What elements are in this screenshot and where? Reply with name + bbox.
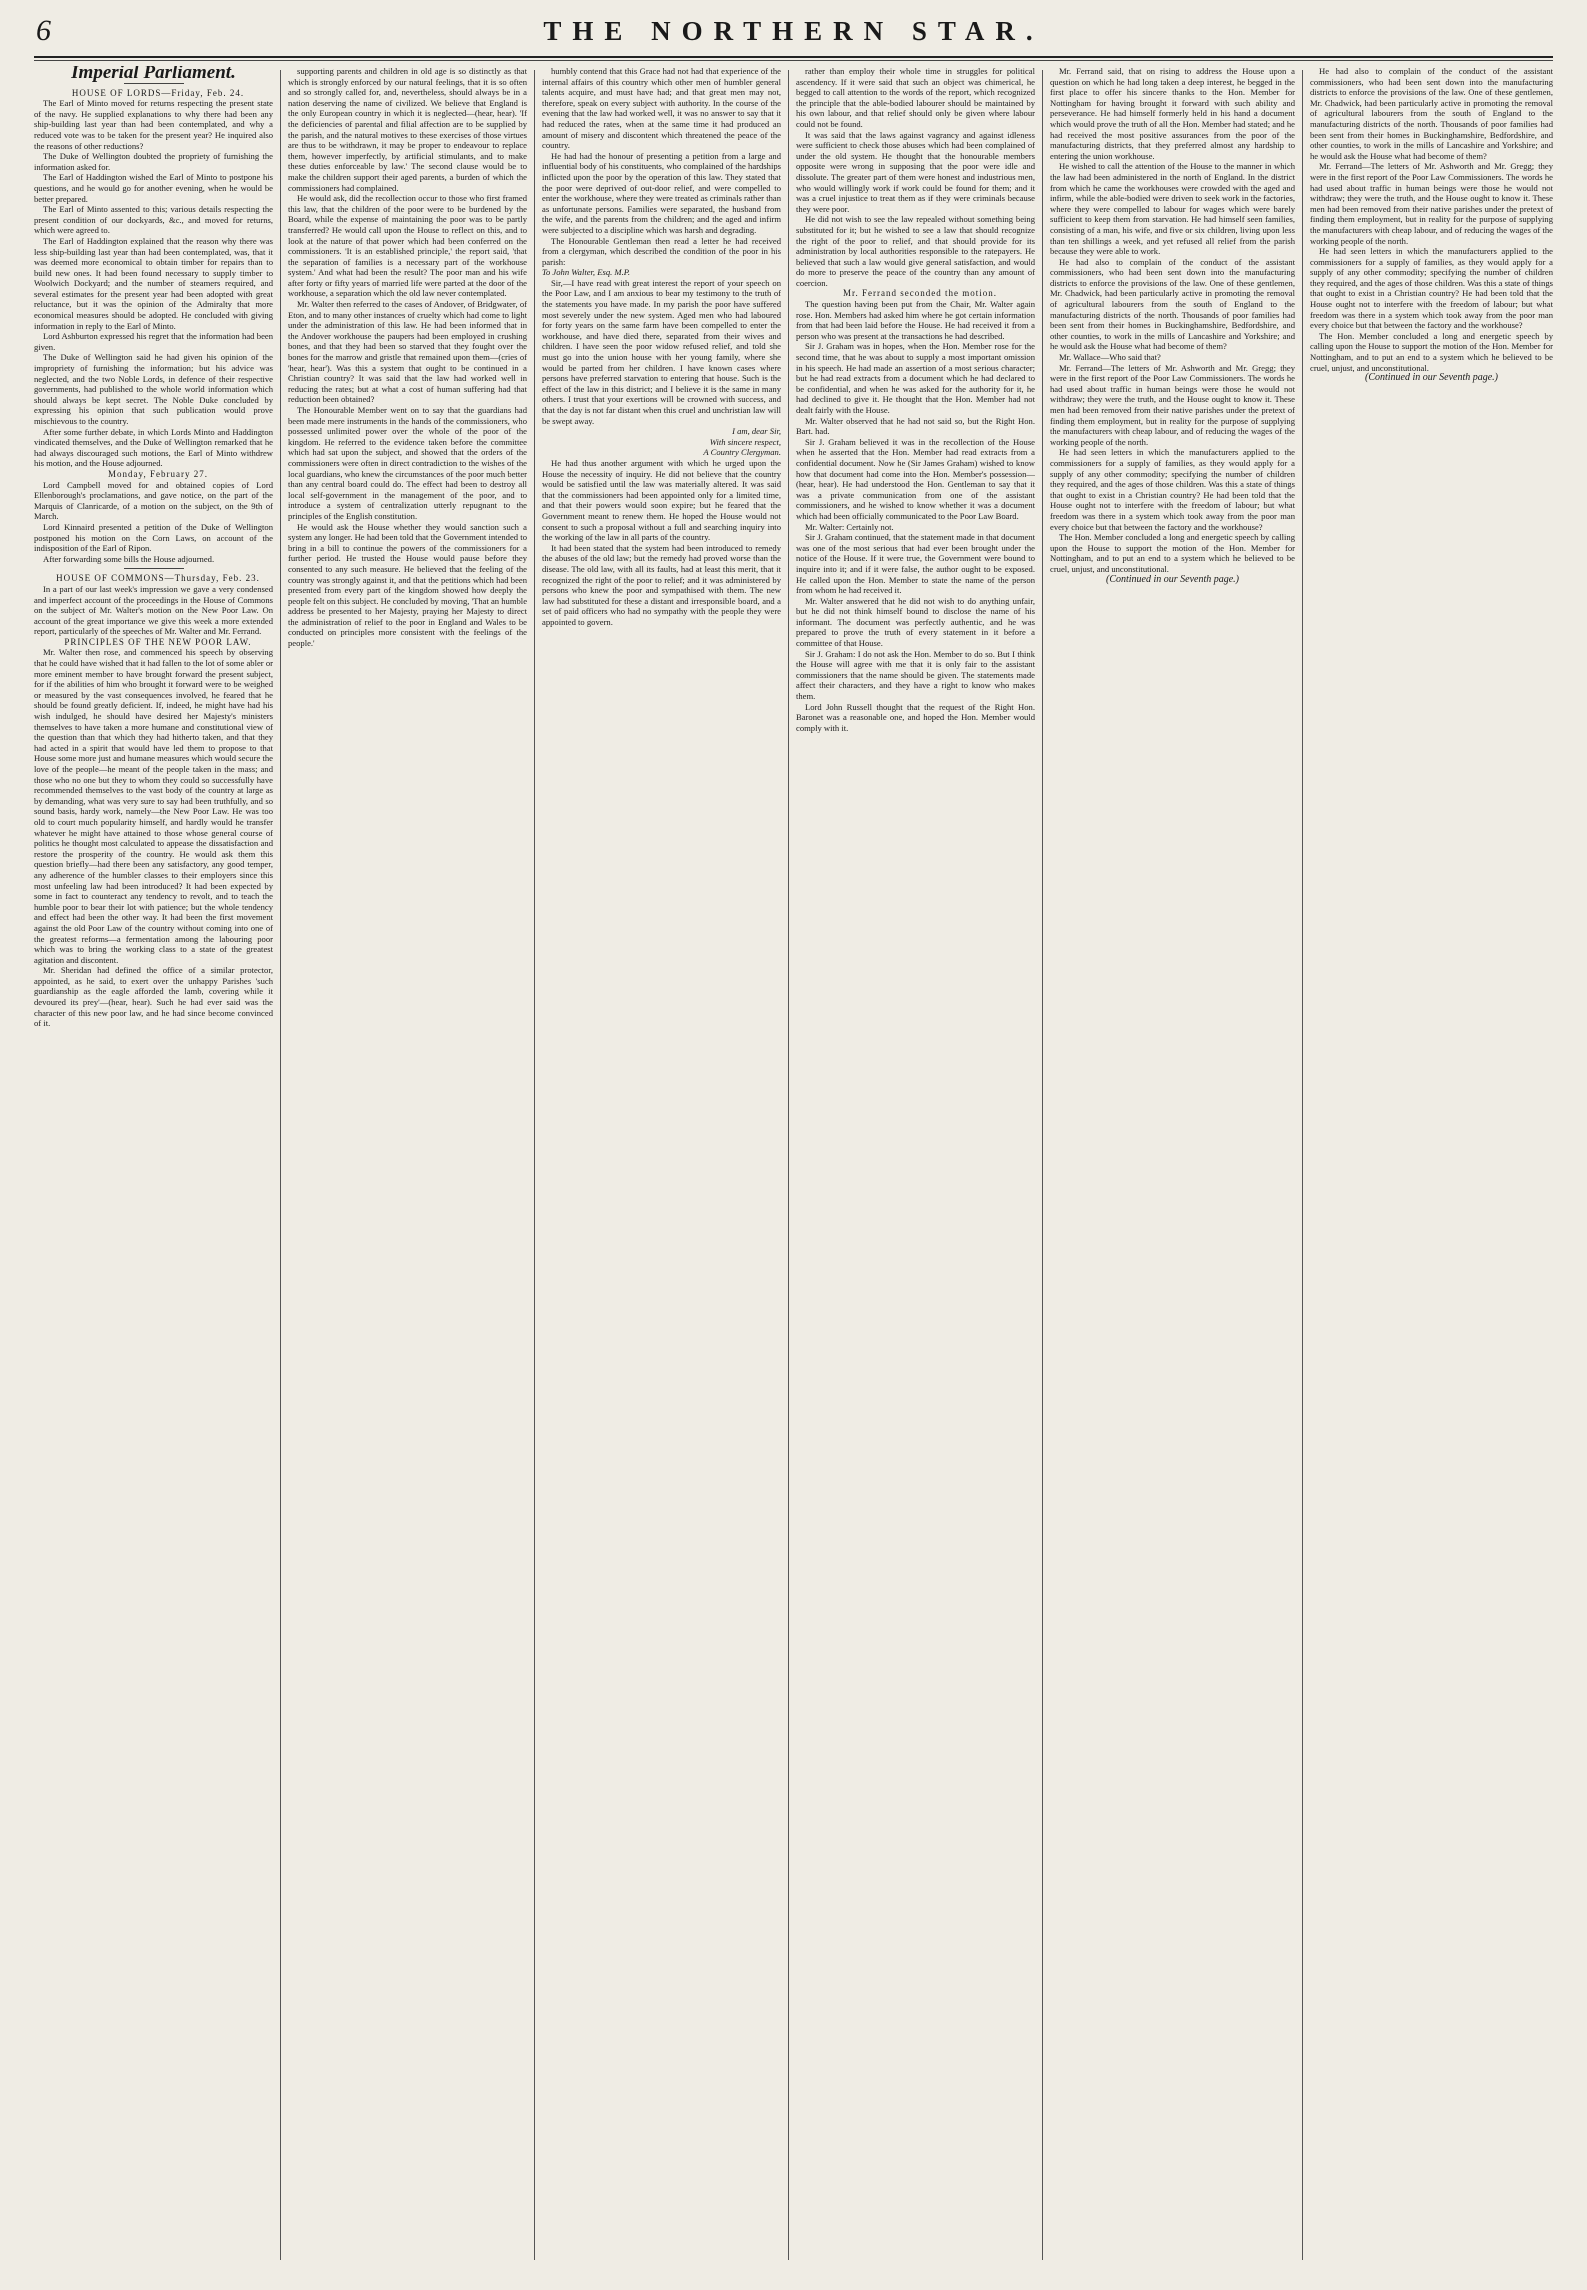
paragraph: Sir J. Graham was in hopes, when the Hon. Member rose for the second time, that he was about to supply a most important omission in his speech. He had made an assertion of a most serious character; but he had read extracts from a document which he had declared to be confidential, and when he was asked for the authority for it, he had declined to give it. He thought that the Hon. Member had not dealt fairly with the House. [796,341,1035,415]
paragraph: He wished to call the attention of the House to the manner in which the law had been administered in the north of England. In the district from which he came the workhouses were crowded with the aged and infirm, while the able-bodied were driven to seek work in the factories, where they were compelled to labour for wages which were barely sufficient to keep them from starvation. He had himself seen families, consisting of a man, his wife, and five or six children, living upon less than ten shillings a week, and yet refused all relief from the parish because they were able to work. [1050,161,1295,257]
paragraph: Mr. Sheridan had defined the office of a similar protector, appointed, as he said, to exert over the unhappy Parishes 'such guardianship as the eagle afforded the lamb, covering while it devoured its prey'—(hear, hear). Such he had ever said was the character of this new poor law, and he had since become convinced of it. [34,965,273,1029]
paragraph: Mr. Walter: Certainly not. [805,521,894,532]
paragraph: Sir J. Graham continued, that the statement made in that document was one of the most serious that had ever been brought under the notice of the House. If it were true, the Government were bound to inquire into it; and if it were false, the author ought to be exposed. He called upon the Hon. Member to state the name of the person from whom he had received it. [796,532,1035,596]
paragraph: humbly contend that this Grace had not had that experience of the internal affairs of this country which other men of humbler general talents acquire, and must have had; and that great men may not, therefore, speak on every subject with authority. In the course of the evening that the law had worked well, it was no answer to say that it had reduced the rates, when at the same time it had produced an amount of misery and discontent which threatened the peace of the country. [542,66,781,151]
column-6 [1310,66,1553,2266]
paragraph: He had seen letters in which the manufacturers applied to the commissioners for a supply of families, as they would apply for a supply of any other commodity; specifying the number of children they required, and the ages of those children. Was this a state of things that ought to exist in a Christian country? He had been told that the House ought not to interfere with the freedom of labour; but what freedom was there in a system which took away from the poor man every choice but that between the factory and the workhouse? [1050,447,1295,532]
page-number: 6 [36,14,51,47]
paragraph: Mr. Ferrand—The letters of Mr. Ashworth and Mr. Gregg; they were in the first report of the Poor Law Commissioners. The words he had used about traffic in human beings were those he would not withdraw; they were the truth, and the House ought to know it. These men had been removed from their native parishes under the pretext of finding them employment, but in reality for the purpose of supplying the manufacturers with cheap labour, and of reducing the wages of the working people of the north. [1310,161,1553,246]
paragraph: The Earl of Haddington wished the Earl of Minto to postpone his questions, and he would go for another evening, when he would be better prepared. [34,172,273,204]
column-1 [34,66,273,2266]
paragraph: Mr. Walter observed that he had not said so, but the Right Hon. Bart. had. [796,415,1035,437]
paragraph: He had had the honour of presenting a petition from a large and influential body of his constituents, who complained of the hardships inflicted upon the poor by the operation of this law. They stated that the poor were deprived of out-door relief, and were compelled to enter the workhouse, where they were treated as criminals rather than as unfortunate persons. Families were separated, the husband from the wife, and the parents from the children; and the aged and infirm were subjected to a discipline which was harsh and degrading. [542,150,781,235]
paragraph: supporting parents and children in old age is so distinctly as that which is strongly enforced by our natural feelings, that it is so often and so strongly called for, and, nevertheless, should always be in a nation deserving the name of civilized. We believe that England is the only European country in which it is neglected—(hear, hear). 'If the deficiencies of parental and filial affection are to be supplied by the parish, and the natural motives to these exercises of those virtues are thus to be withdrawn, it may be proper to endeavour to replace them, however imperfectly, by artificial stimulants, and to make these duties enforceable by law.' The second clause would be to make the children support their aged parents, a burden of which the commissioners had complained. [288,66,527,193]
paragraph: Lord Ashburton expressed his regret that the information had been given. [34,331,273,352]
paragraph: Mr. Walter then rose, and commenced his speech by observing that he could have wished that it had fallen to the lot of some abler or more eminent member to have brought forward the present subject, for if the abilities of him who brought it forward were to be weighed or measured by the vast consequences involved, he feared that he should be found greatly deficient. If, indeed, he might have had his wish indulged, he should have desired her Majesty's ministers themselves to have taken a more humane and constitutional view of the question than that which they had hitherto taken, and that they had acted in a spirit that would have led them to propose to that House some more just and humane measures which would secure the love of the people—he meant of the people taken in the mass; and those who no one but they to whom they could so successfully have recommended themselves to the vast body of the country at large as by demanding, what was very sure to say had been truthfully, and so sound basis, hardy work, namely—the New Poor Law. He was too old to court much popularity himself, and hardly would he transfer whatever he might have attained to those whose general course of politics he thought most calculated to appease the dissatisfaction and restore the prosperity of the country. He would ask them this question briefly—had there been any satisfactory, any good temper, any adherence of the humbler classes to their employers since this most unfeeling law had been introduced? It had been expected by some in fact to counteract any tendency to revolt, and to teach the humble poor to bear their lot with patience; but the whole tendency and effect had been the other way. It had been the first movement against the old Poor Law of the country without coming into one of the greatest reforms—a fermentation among the labouring poor which was to bring the working class to a state of the greatest agitation and discontent. [34,647,273,965]
paragraph: The question having been put from the Chair, Mr. Walter again rose. Hon. Members had asked him where he got certain information from that had been laid before the House. He had received it from a person who was present at the transactions he had described. [796,299,1035,341]
paragraph: The Duke of Wellington said he had given his opinion of the impropriety of furnishing the information; but his advice was neglected, and the two Noble Lords, in defence of their respective governments, had published to the whole world information which should always be kept secret. The Noble Duke concluded by expressing his opinion that such publication would prove mischievous to the country. [34,352,273,426]
paragraph: Lord Kinnaird presented a petition of the Duke of Wellington postponed his motion on the Corn Laws, on account of the indisposition of the Earl of Ripon. [34,521,273,554]
column-divider [280,70,281,2260]
paragraph: He would ask, did the recollection occur to those who first framed this law, that the children of the poor were to be burdened by the Board, while the expense of maintaining the poor was to be partly transferred? He would call upon the House to reflect on this, and to look at the nature of that power which had been conferred on the commissioners. 'It is an established principle,' the report said, 'that the separation of families is a necessary part of the workhouse system.' And what had been the result? The poor man and his wife after forty or fifty years of married life were parted at the door of the workhouse, a separation which the old law never contemplated. [288,193,527,299]
masthead-rule-thin [34,60,1553,61]
paragraph: Sir J. Graham: I do not ask the Hon. Member to do so. But I think the House will agree with me that it is only fair to the assistant commissioners that the name should be given. The statements made affect their characters, and they have a right to know who makes them. [796,648,1035,702]
continued-note: (Continued in our Seventh page.) [1105,573,1240,585]
paragraph: Mr. Walter then referred to the cases of Andover, of Bridgwater, of Eton, and to many other instances of cruelty which had come to light under the administration of this law. He had been informed that in the Andover workhouse the paupers had been employed in crushing bones, and that they had been so starved that they fought over the bones for the marrow and gristle that remained upon them—(cries of 'hear, hear'). Was this a system that ought to be continued in a Christian country? It was said that the law had worked well in reducing the rates; but at what a cost of human suffering had that reduction been obtained? [288,299,527,405]
masthead-rule [34,56,1553,58]
column-divider [788,70,789,2260]
paragraph: The Earl of Minto moved for returns respecting the present state of the navy. He supplied explanations to why there had been any ship-building last year than had been contemplated, and why a reduced vote was to be taken for the present year? He inquired also the reasons of other reductions? [34,98,273,151]
paragraph: The Honourable Member went on to say that the guardians had been made mere instruments in the hands of the commissioners, who possessed unlimited power over the whole of the poor of the kingdom. He referred to the evidence taken before the committee which had sat upon the subject, and showed that the orders of the commissioners were often in direct contradiction to the wishes of the local guardians, who knew the circumstances of the poor much better than any central board could do. The effect had been to destroy all local self-government in the management of the poor, and to introduce a system of centralization utterly repugnant to the principles of the English constitution. [288,405,527,521]
paragraph: It was said that the laws against vagrancy and against idleness were sufficient to check those abuses which had been complained of under the old system. He thought that the honourable members opposite were wrong in supposing that the poor were idle and dissolute. The greater part of them were honest and industrious men, who would willingly work if work could be found for them; and it was a cruel injustice to treat them as if they were criminals because they were poor. [796,129,1035,214]
paragraph: The Hon. Member concluded a long and energetic speech by calling upon the House to support the motion of the Hon. Member for Nottingham, and to put an end to a system which he believed to be cruel, unjust, and unconstitutional. [1050,532,1295,574]
paragraph: The Hon. Member concluded a long and energetic speech by calling upon the House to support the motion of the Hon. Member for Nottingham, and to put an end to a system which he believed to be cruel, unjust, and unconstitutional. [1310,330,1553,373]
paragraph: The Earl of Minto assented to this; various details respecting the present condition of our dockyards, &c., and moved for returns, which were agreed to. [34,204,273,236]
article-columns [34,66,1553,2266]
paragraph: Lord Campbell moved for and obtained copies of Lord Ellenborough's proclamations, and gave notice, on the part of the Marquis of Clanricarde, of a motion on the subject, on the 9th of March. [34,479,273,522]
letter-close: I am, dear Sir, [732,426,781,437]
column-4 [796,66,1035,2266]
column-divider [1042,70,1043,2260]
masthead-title: THE NORTHERN STAR. [543,16,1044,46]
paragraph: He had also to complain of the conduct of the assistant commissioners, who had been sent down into the manufacturing districts to enforce the provisions of the law. One of these gentlemen, Mr. Chadwick, had been particularly active in promoting the removal of agricultural labourers from the south of England to the manufacturing districts of the north. Thousands of poor families had been sent from their homes in Buckinghamshire, Bedfordshire, and other counties, to work in the mills of Lancashire and Yorkshire; and he would ask the House what had become of them? [1310,66,1553,161]
divider [124,568,184,569]
paragraph: It had been stated that the system had been introduced to remedy the abuses of the old law; but the remedy had proved worse than the disease. The old law, with all its faults, had at least this merit, that it recognized the right of the poor to relief; and it was administered by persons who knew the poor and sympathised with them. The new law had substituted for these a distant and irresponsible board, and a set of paid officers who had no sympathy with the people they were appointed to govern. [542,542,781,627]
paragraph: After some further debate, in which Lords Minto and Haddington vindicated themselves, and the Duke of Wellington remarked that he had always discouraged such motions, the Earl of Minto withdrew his motion, and the House adjourned. [34,426,273,469]
sub-heading: PRINCIPLES OF THE NEW POOR LAW. [64,636,252,647]
paragraph: rather than employ their whole time in struggles for political ascendency. If it were said that such an object was chimerical, he begged to call attention to the words of the report, which recognized the principle that the able-bodied labourer should be maintained by his own labour, and that relief should only be given where labour could not be found. [796,66,1035,129]
paragraph: In a part of our last week's impression we gave a very condensed and imperfect account of the proceedings in the House of Commons on the subject of Mr. Walter's motion on the New Poor Law. On account of the great importance we give this week a more extended report, particularly of the speeches of Mr. Walter and Mr. Ferrand. [34,583,273,637]
letter-body: Sir,—I have read with great interest the report of your speech on the Poor Law, and I am anxious to bear my testimony to the truth of the statements you have made. In my parish the poor have suffered most severely under the new system. Aged men who had laboured for forty years on the same farm have been compelled to enter the workhouse, and have died there, separated from their wives and children. I have seen the poor widow refused relief, and told she must go into the union house with her young family, where she would be parted from her children. I have known cases where persons have preferred starvation to entering that house. Such is the effect of the law in this district; and I believe it is the same in many others. I trust that your exertions will be crowned with success, and that the day is not far distant when this cruel and unchristian law will be swept away. [542,277,781,426]
column-divider [534,70,535,2260]
letter-salutation: To John Walter, Esq. M.P. [542,267,631,278]
paragraph: Mr. Walter answered that he did not wish to do anything unfair, but he did not think himself bound to disclose the name of his informant. The document was perfectly authentic, and he was prepared to prove the truth of every statement in it before a committee of that House. [796,595,1035,649]
sub-heading: HOUSE OF COMMONS—Thursday, Feb. 23. [56,573,260,584]
paragraph: He had thus another argument with which he urged upon the House the necessity of inquiry. He did not believe that the country would be satisfied until the law was materially altered. It was said that the commissioners had been appointed only for a limited time, and that their powers would soon expire; but he feared that the Government meant to renew them. He hoped the House would not consent to such a proposal without a full and searching inquiry into the working of the law in all parts of the country. [542,457,781,543]
sub-heading: Monday, February 27. [108,468,208,479]
paragraph: Mr. Ferrand—The letters of Mr. Ashworth and Mr. Gregg; they were in the first report of the Poor Law Commissioners. The words he had used about traffic in human beings were those he would not withdraw; they were the truth, and the House ought to know it. These men had been removed from their native parishes under the pretext of finding them employment, but in reality for the purpose of supplying the manufacturers with cheap labour, and of reducing the wages of the working people of the north. [1050,362,1295,447]
paragraph: He would ask the House whether they would sanction such a system any longer. He had been told that the Government intended to bring in a bill to continue the powers of the commissioners for a further period. He trusted the House would pause before they consented to any such measure. He believed that the feeling of the country was strongly against it, and that the petitions which had been presented from every part of the kingdom showed how deeply the people felt on this subject. He concluded by moving, 'That an humble address be presented to her Majesty, praying her Majesty to direct the administration of relief to the poor in England and Wales to be conducted on principles more consistent with the feelings of the people.' [288,521,527,649]
paragraph: Mr. Ferrand said, that on rising to address the House upon a question on which he had long taken a deep interest, he begged in the first place to offer his sincere thanks to the Hon. Member for Nottingham for having brought it forward with such ability and perseverance. He had himself formerly held in his hand a document which would prove the truth of all the Hon. Member had stated; and he had received the most positive assurances from the poor of the manufacturing districts, that they preferred almost any hardship to entering the union workhouse. [1050,66,1295,161]
sub-heading: HOUSE OF LORDS—Friday, Feb. 24. [71,87,245,98]
column-2 [288,66,527,2266]
sub-heading: Mr. Ferrand seconded the motion. [843,288,997,299]
paragraph: He had also to complain of the conduct of the assistant commissioners, who had been sent down into the manufacturing districts to enforce the provisions of the law. One of these gentlemen, Mr. Chadwick, had been particularly active in promoting the removal of agricultural labourers from the south of England to the manufacturing districts of the north. Thousands of poor families had been sent from their homes in Buckinghamshire, Bedfordshire, and other counties, to work in the mills of Lancashire and Yorkshire; and he would ask the House what had become of them? [1050,256,1295,352]
paragraph: The Duke of Wellington doubted the propriety of furnishing the information asked for. [34,151,273,172]
paragraph: The Honourable Gentleman then read a letter he had received from a clergyman, which described the condition of the poor in his parish: [542,235,781,267]
letter-signature: A Country Clergyman. [703,447,781,458]
section-title: Imperial Parliament. [71,66,236,83]
paragraph: The Earl of Haddington explained that the reason why there was less ship-building last year than had been contemplated, was, that it was deemed more economical to obtain timber for repairs than to build new ones. It had been found necessary to supply timber to Woolwich Dockyard; and the number of steamers required, and several estimates for the present year had been adopted with great reluctance, but it was the opinion of the Admiralty that more economical measures should be adopted. He concluded with giving information in reply to the Earl of Minto. [34,235,273,331]
paragraph: After forwarding some bills the House adjourned. [43,553,215,564]
paragraph: Mr. Wallace—Who said that? [1059,352,1161,363]
letter-close: With sincere respect, [709,436,781,447]
column-5 [1050,66,1295,2266]
paragraph: He did not wish to see the law repealed without something being substituted for it; but he wished to see a law that should recognize the right of the poor to relief, and that should provide for its administration by local authorities responsible to the ratepayers. He believed that such a law would give general satisfaction, and would do more to preserve the peace of the country than any amount of coercion. [796,214,1035,288]
paragraph: Sir J. Graham believed it was in the recollection of the House when he asserted that the Hon. Member had read extracts from a confidential document. Now he (Sir James Graham) wished to know how that document had come into the Hon. Member's possession—(hear, hear). He had understood the Hon. Gentleman to say that it was a private communication from one of the assistant commissioners, and he wished to know whether it was a document which had been officially communicated to the Poor Law Board. [796,436,1035,521]
paragraph: He had seen letters in which the manufacturers applied to the commissioners for a supply of families, as they would apply for a supply of any other commodity; specifying the number of children they required, and the ages of those children. Was this a state of things that ought to exist in a Christian country? He had been told that the House ought not to interfere with the freedom of labour; but what freedom was there in a system which took away from the poor man every choice but that between the factory and the workhouse? [1310,246,1553,331]
continued-note: (Continued in our Seventh page.) [1364,372,1499,384]
paragraph: Lord John Russell thought that the request of the Right Hon. Baronet was a reasonable one, and hoped the Hon. Member would comply with it. [796,701,1035,733]
column-divider [1302,70,1303,2260]
column-3 [542,66,781,2266]
